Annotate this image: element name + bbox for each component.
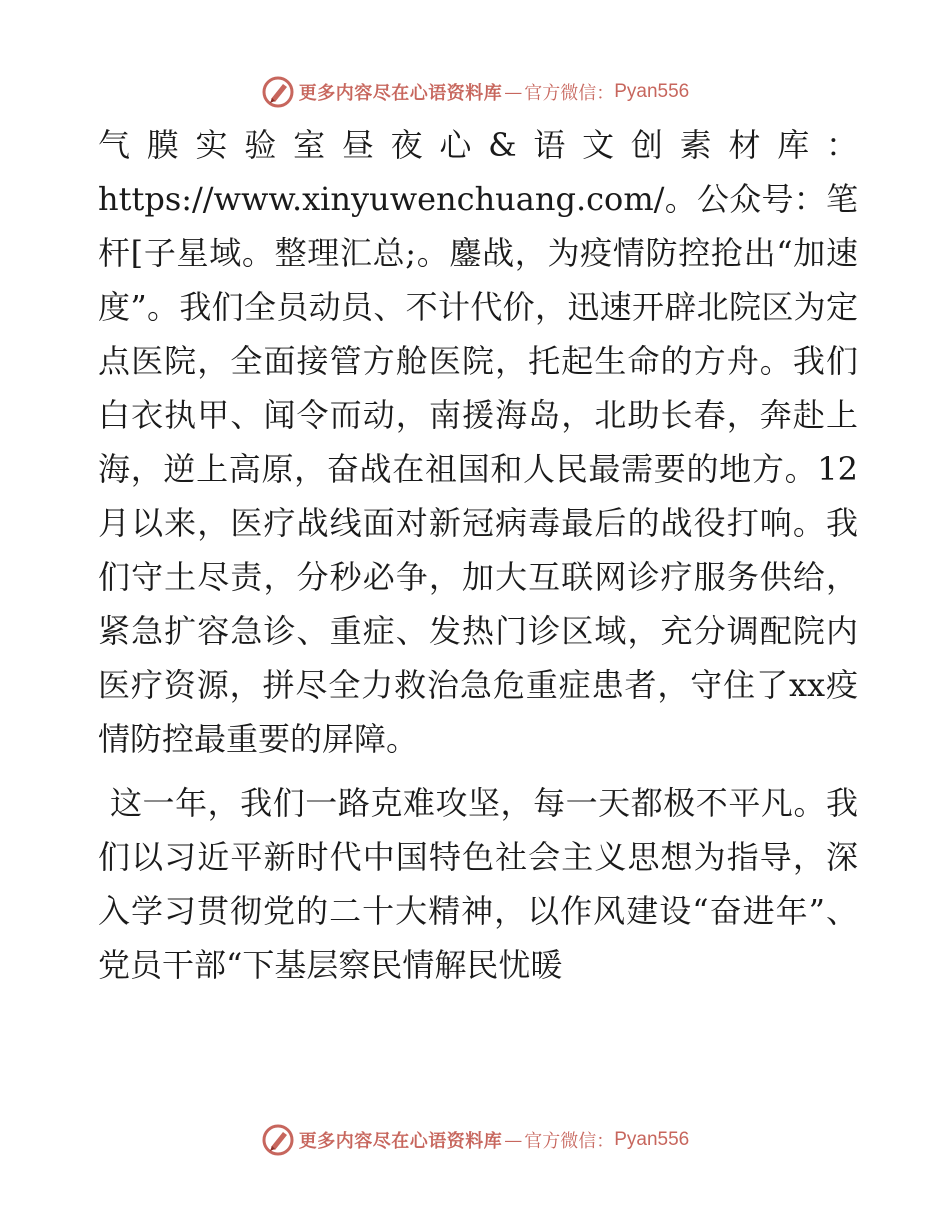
- document-body: [98, 118, 858, 992]
- paragraph-1: 气膜实验室昼夜心&语文创素材库：https://www.xinyuwenchuang.com/。公众号：笔杆[子星域。整理汇总;。鏖战，为疫情防控抢出“加速度”。我们全员动员、不计代价，迅速开辟北院区为定点医院，全面接管方舱医院，托起生命的方舟。我们白衣执甲、闻令而动，南援海岛，北助长春，奔赴上海，逆上高原，奋战在祖国和人民最需要的地方。12月以来，医疗战线面对新冠病毒最后的战役打响。我们守土尽责，分秒必争，加大互联网诊疗服务供给，紧急扩容急诊、重症、发热门诊区域，充分调配院内医疗资源，拼尽全力救治急危重症患者，守住了xx疫情防控最重要的屏障。: [98, 126, 858, 758]
- watermark-brand: 更多内容尽在心语资料库: [298, 83, 503, 104]
- watermark-separator: —: [504, 81, 523, 103]
- watermark-wechat-label: 官方微信：: [524, 1131, 615, 1152]
- watermark-wechat-id: Pyan556: [614, 1129, 690, 1150]
- pen-circle-icon: [261, 1123, 295, 1157]
- watermark-wechat-label: 官方微信：: [524, 83, 615, 104]
- watermark-separator: —: [504, 1129, 523, 1151]
- paragraph-2: 这一年，我们一路克难攻坚，每一天都极不平凡。我们以习近平新时代中国特色社会主义思想为指导，深入学习贯彻党的二十大精神，以作风建设“奋进年”、党员干部“下基层察民情解民忧暖: [98, 784, 858, 984]
- footer-watermark: [0, 1120, 950, 1160]
- header-watermark: [0, 72, 950, 112]
- watermark-wechat-id: Pyan556: [614, 81, 690, 102]
- pen-circle-icon: [261, 75, 295, 109]
- watermark-brand: 更多内容尽在心语资料库: [298, 1131, 503, 1152]
